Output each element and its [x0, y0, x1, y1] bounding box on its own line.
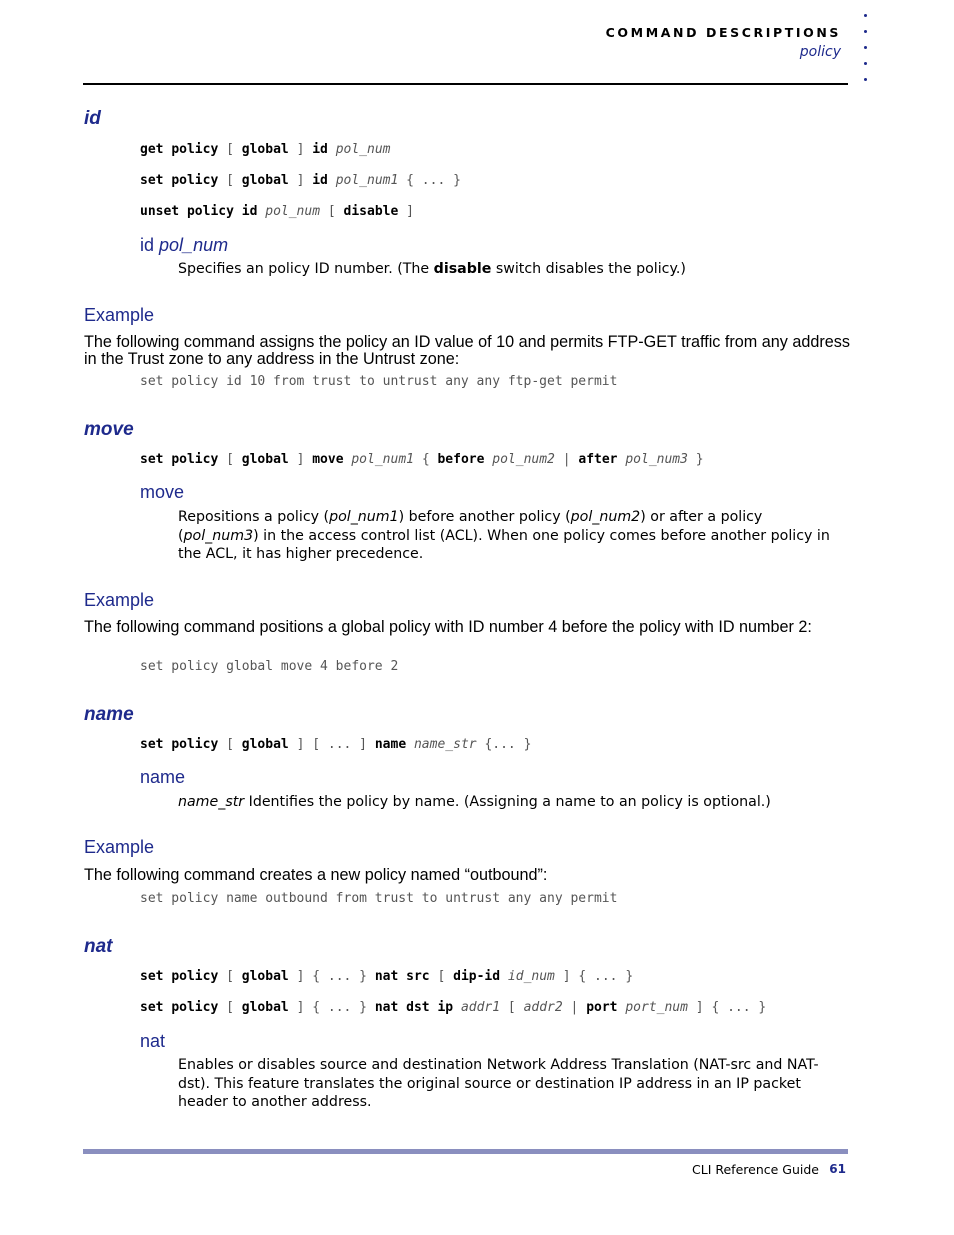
- footer-guide-title: CLI Reference Guide: [692, 1162, 819, 1177]
- example-code-move: set policy global move 4 before 2: [140, 659, 399, 674]
- keyword-description-id: Specifies an policy ID number. (The disable switch disables the policy.): [178, 261, 686, 277]
- keyword-description-move: Repositions a policy (pol_num1) before another policy (pol_num2) or after a policy (pol_num3) in the access control list (ACL). When one policy comes before another policy in the ACL, it has higher precedence.: [178, 509, 830, 563]
- syntax-line-get-policy-id: get policy [ global ] id pol_num: [140, 142, 391, 157]
- keyword-description-nat: Enables or disables source and destination Network Address Translation (NAT-src and NAT-dst). This feature translates the original source or destination IP address in an IP packet header to another address.: [178, 1057, 819, 1111]
- syntax-line-set-policy-name: set policy [ global ] [ ... ] name name_str {... }: [140, 737, 532, 752]
- keyword-heading-nat: nat: [140, 1031, 166, 1051]
- example-heading-move: Example: [84, 590, 155, 610]
- running-header-subtitle: policy: [799, 44, 841, 60]
- example-code-id: set policy id 10 from trust to untrust any any ftp-get permit: [140, 374, 618, 389]
- example-text-name: The following command creates a new policy named “outbound”:: [84, 866, 548, 884]
- syntax-line-set-policy-nat-dst: set policy [ global ] { ... } nat dst ip addr1 [ addr2 | port port_num ] { ... }: [140, 1000, 767, 1015]
- running-header-title: COMMAND DESCRIPTIONS: [605, 25, 841, 40]
- example-heading-id: Example: [84, 305, 155, 325]
- example-text-id: The following command assigns the policy an ID value of 10 and permits FTP-GET traffic from any address in the Trust zone to any address in the Untrust zone:: [84, 333, 850, 368]
- syntax-line-unset-policy-id: unset policy id pol_num [ disable ]: [140, 204, 414, 219]
- section-heading-id: id: [84, 108, 101, 129]
- header-dots-decoration: [864, 14, 870, 94]
- section-heading-move: move: [84, 419, 134, 440]
- syntax-line-set-policy-id: set policy [ global ] id pol_num1 { ... }: [140, 173, 461, 188]
- section-heading-name: name: [84, 704, 134, 725]
- example-code-name: set policy name outbound from trust to untrust any any permit: [140, 891, 618, 906]
- keyword-description-name: name_str Identifies the policy by name. (Assigning a name to an policy is optional.): [178, 794, 771, 810]
- keyword-heading-name: name: [140, 767, 186, 787]
- example-text-move: The following command positions a global policy with ID number 4 before the policy with ID number 2:: [84, 618, 812, 636]
- header-rule: [83, 83, 848, 85]
- example-heading-name: Example: [84, 837, 155, 857]
- page-number: 61: [829, 1162, 846, 1176]
- syntax-line-set-policy-nat-src: set policy [ global ] { ... } nat src [ dip-id id_num ] { ... }: [140, 969, 634, 984]
- keyword-heading-move: move: [140, 482, 185, 502]
- keyword-heading-id-pol-num: id pol_num: [140, 235, 229, 255]
- syntax-line-set-policy-move: set policy [ global ] move pol_num1 { before pol_num2 | after pol_num3 }: [140, 452, 704, 467]
- footer-rule: [83, 1149, 848, 1154]
- section-heading-nat: nat: [84, 936, 113, 957]
